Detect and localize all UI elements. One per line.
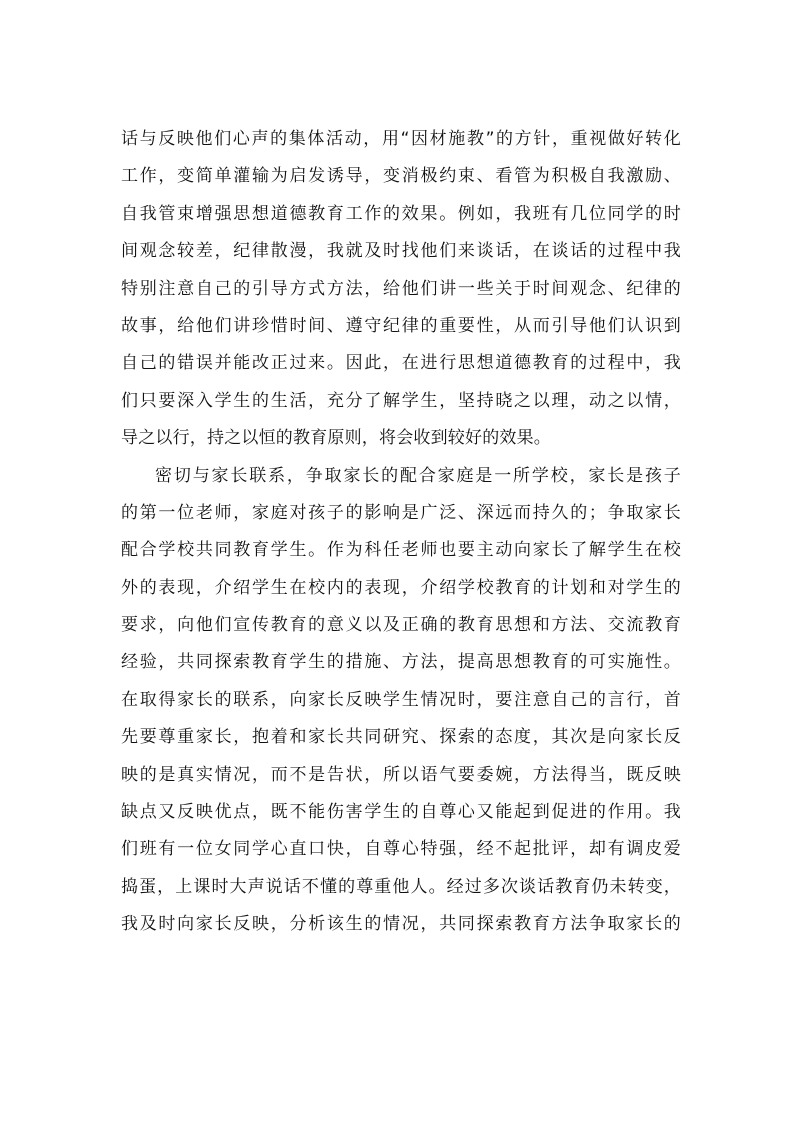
paragraph-line: 自我管束增强思想道德教育工作的效果。例如，我班有几位同学的时 [121, 203, 681, 224]
paragraph-line: 要求，向他们宣传教育的意义以及正确的教育思想和方法、交流教育 [121, 615, 681, 636]
paragraph-1 [121, 128, 681, 465]
paragraph-line: 的第一位老师，家庭对孩子的影响是广泛、深远而持久的；争取家长 [121, 502, 681, 523]
paragraph-line: 们只要深入学生的生活，充分了解学生，坚持晓之以理，动之以情， [121, 390, 681, 411]
paragraph-line: 配合学校共同教育学生。作为科任老师也要主动向家长了解学生在校 [121, 540, 681, 561]
paragraph-line: 密切与家长联系，争取家长的配合家庭是一所学校，家长是孩子 [155, 465, 681, 486]
paragraph-2 [121, 465, 681, 951]
paragraph-line: 们班有一位女同学心直口快，自尊心特强，经不起批评，却有调皮爱 [121, 839, 681, 860]
paragraph-line: 缺点又反映优点，既不能伤害学生的自尊心又能起到促进的作用。我 [121, 802, 681, 823]
paragraph-line: 工作，变简单灌输为启发诱导，变消极约束、看管为积极自我激励、 [121, 166, 681, 187]
paragraph-line: 话与反映他们心声的集体活动，用“因材施教”的方针，重视做好转化 [121, 129, 681, 149]
paragraph-line: 导之以行，持之以恒的教育原则，将会收到较好的效果。 [121, 428, 551, 449]
paragraph-line: 间观念较差，纪律散漫，我就及时找他们来谈话，在谈话的过程中我 [121, 241, 681, 262]
paragraph-line: 在取得家长的联系，向家长反映学生情况时，要注意自己的言行，首 [121, 689, 681, 710]
paragraph-line: 外的表现，介绍学生在校内的表现，介绍学校教育的计划和对学生的 [121, 577, 681, 598]
paragraph-line: 我及时向家长反映，分析该生的情况，共同探索教育方法争取家长的 [121, 914, 681, 935]
paragraph-line: 故事，给他们讲珍惜时间、遵守纪律的重要性，从而引导他们认识到 [121, 315, 681, 336]
paragraph-line: 先要尊重家长，抱着和家长共同研究、探索的态度，其次是向家长反 [121, 727, 681, 748]
paragraph-line: 捣蛋，上课时大声说话不懂的尊重他人。经过多次谈话教育仍未转变， [121, 876, 681, 897]
paragraph-line: 特别注意自己的引导方式方法，给他们讲一些关于时间观念、纪律的 [121, 278, 681, 299]
body-text [121, 128, 681, 951]
paragraph-line: 自己的错误并能改正过来。因此，在进行思想道德教育的过程中，我 [121, 353, 681, 374]
paragraph-line: 映的是真实情况，而不是告状，所以语气要委婉，方法得当，既反映 [121, 764, 681, 785]
paragraph-line: 经验，共同探索教育学生的措施、方法，提高思想教育的可实施性。 [121, 652, 681, 673]
